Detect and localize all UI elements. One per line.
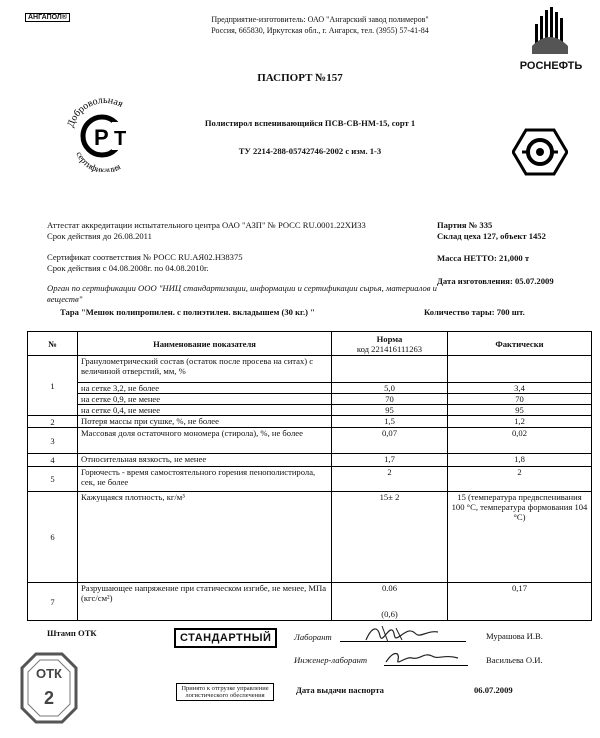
otk-stamp-text: ОТК xyxy=(36,666,62,681)
batch-number: Партия № 335 xyxy=(437,220,493,230)
row-norm: 15± 2 xyxy=(332,492,448,583)
row-actual xyxy=(448,356,592,383)
engineer-signature-icon xyxy=(382,646,462,668)
conformity-block xyxy=(47,252,417,274)
row-actual: 3,4 xyxy=(448,383,592,394)
shipment-accept-box: Принято к отгрузке управление логистического обеспечения xyxy=(176,683,274,701)
norm-code: код 221416111263 xyxy=(356,343,423,354)
row-norm-kgf: (0,6) xyxy=(381,609,398,619)
lab-label: Лаборант xyxy=(294,632,332,642)
row-actual: 15 (температура предвспенивания 100 °С, температура формования 104 °С) xyxy=(448,492,592,583)
manufacturer-block xyxy=(190,14,450,36)
standard-stamp: СТАНДАРТНЫЙ xyxy=(174,628,277,648)
page-title: ПАСПОРТ №157 xyxy=(257,72,343,84)
row-name: Относительная вязкость, не менее xyxy=(78,454,332,467)
row-number: 4 xyxy=(28,454,78,467)
otk-stamp-label: Штамп ОТК xyxy=(47,628,97,638)
batch-block xyxy=(437,220,597,242)
row-number: 6 xyxy=(28,492,78,583)
row-actual: 70 xyxy=(448,394,592,405)
norm-label: Норма xyxy=(376,333,403,344)
manufacture-date: Дата изготовления: 05.07.2009 xyxy=(437,276,554,286)
row-norm: 1,7 xyxy=(332,454,448,467)
row-norm xyxy=(332,583,448,621)
row-norm: 2 xyxy=(332,467,448,492)
accreditation-term: Срок действия до 26.08.2011 xyxy=(47,231,152,241)
svg-text:Т: Т xyxy=(114,128,127,150)
svg-text:Р: Р xyxy=(94,125,109,150)
tech-spec: ТУ 2214-288-05742746-2002 с изм. 1-3 xyxy=(238,146,382,156)
factory-emblem-icon xyxy=(512,128,568,176)
table-row xyxy=(28,492,592,583)
specs-table xyxy=(27,331,592,621)
issue-date: 06.07.2009 xyxy=(474,685,513,695)
otk-stamp xyxy=(20,652,78,724)
engineer-name: Васильева О.И. xyxy=(486,655,543,665)
company-stamp-label: АНГАПОЛ® xyxy=(25,13,70,22)
svg-text:Добровольная: Добровольная xyxy=(65,94,125,129)
row-name: Потеря массы при сушке, %, не более xyxy=(78,416,332,428)
col-header-actual: Фактически xyxy=(448,332,592,356)
table-row xyxy=(28,356,592,383)
manufacturer-address: Россия, 665830, Иркутская обл., г. Ангарск, тел. (3955) 57-41-84 xyxy=(211,26,429,35)
row-norm: 0,07 xyxy=(332,428,448,454)
net-mass: Масса НЕТТО: 21,000 т xyxy=(437,253,530,263)
col-header-num: № xyxy=(28,332,78,356)
brand-name: РОСНЕФТЬ xyxy=(519,60,583,72)
row-actual: 1,8 xyxy=(448,454,592,467)
row-norm: 70 xyxy=(332,394,448,405)
row-actual: 0,02 xyxy=(448,428,592,454)
row-number: 3 xyxy=(28,428,78,454)
table-row xyxy=(28,405,592,416)
product-name: Полистирол вспенивающийся ПСВ-СВ-НМ-15, сорт 1 xyxy=(204,118,416,128)
row-name: Массовая доля остаточного мономера (стирола), %, не более xyxy=(78,428,332,454)
manufacturer-name: Предприятие-изготовитель: ОАО "Ангарский завод полимеров" xyxy=(211,15,429,24)
row-actual: 1,2 xyxy=(448,416,592,428)
row-name: Горючесть - время самостоятельного горения пенополистирола, сек, не более xyxy=(78,467,332,492)
accreditation-block xyxy=(47,220,417,242)
row-name: на сетке 0,4, не менее xyxy=(78,405,332,416)
row-norm xyxy=(332,356,448,383)
otk-stamp-number: 2 xyxy=(43,688,54,708)
row-number: 1 xyxy=(28,356,78,416)
row-norm: 95 xyxy=(332,405,448,416)
conformity-certificate: Сертификат соответствия № РОСС RU.АЯ02.Н38375 xyxy=(47,252,243,262)
table-row xyxy=(28,394,592,405)
row-norm: 5,0 xyxy=(332,383,448,394)
table-row xyxy=(28,416,592,428)
table-row xyxy=(28,383,592,394)
voluntary-certification-logo xyxy=(60,92,150,172)
rosneft-emblem-icon xyxy=(520,6,580,56)
row-number: 5 xyxy=(28,467,78,492)
engineer-label: Инженер-лаборант xyxy=(294,655,368,665)
table-row xyxy=(28,454,592,467)
col-header-norm xyxy=(332,332,448,356)
lab-name: Мурашова И.В. xyxy=(486,631,543,641)
lab-signature-icon xyxy=(362,622,442,646)
rosneft-logo xyxy=(520,6,580,56)
row-norm: 1,5 xyxy=(332,416,448,428)
conformity-term: Срок действия с 04.08.2008г. по 04.08.2010г. xyxy=(47,263,209,273)
warehouse: Склад цеха 127, объект 1452 xyxy=(437,231,546,241)
table-header-row xyxy=(28,332,592,356)
certification-body: Орган по сертификации ООО "НИЦ стандартизации, информации и сертификации сырья, материалов и веществ" xyxy=(47,283,437,304)
accreditation-certificate: Аттестат аккредитации испытательного центра ОАО "АЗП" № РОСС RU.0001.22ХИ33 xyxy=(47,220,366,230)
table-row xyxy=(28,583,592,621)
row-number: 2 xyxy=(28,416,78,428)
row-number: 7 xyxy=(28,583,78,621)
table-row xyxy=(28,467,592,492)
col-header-name: Наименование показателя xyxy=(78,332,332,356)
row-actual: 2 xyxy=(448,467,592,492)
row-name: на сетке 0,9, не менее xyxy=(78,394,332,405)
packaging-count: Количество тары: 700 шт. xyxy=(424,307,525,317)
row-actual: 95 xyxy=(448,405,592,416)
row-name: на сетке 3,2, не более xyxy=(78,383,332,394)
row-name: Гранулометрический состав (остаток после просева на ситах) с величиной отверстий, мм, % xyxy=(78,356,332,383)
row-name: Кажущаяся плотность, кг/м³ xyxy=(78,492,332,583)
packaging-type: Тара "Мешок полипропилен. с полиэтилен. вкладышем (30 кг.) " xyxy=(60,307,315,317)
row-name: Разрушающее напряжение при статическом изгибе, не менее, МПа (кгс/см²) xyxy=(78,583,332,621)
issue-label: Дата выдачи паспорта xyxy=(296,685,384,695)
table-row xyxy=(28,428,592,454)
row-actual: 0,17 xyxy=(448,583,592,621)
svg-text:сертификация: сертификация xyxy=(74,149,123,172)
rst-certification-icon xyxy=(60,92,150,172)
factory-emblem xyxy=(512,128,568,176)
row-norm-mpa: 0.06 xyxy=(381,583,398,593)
